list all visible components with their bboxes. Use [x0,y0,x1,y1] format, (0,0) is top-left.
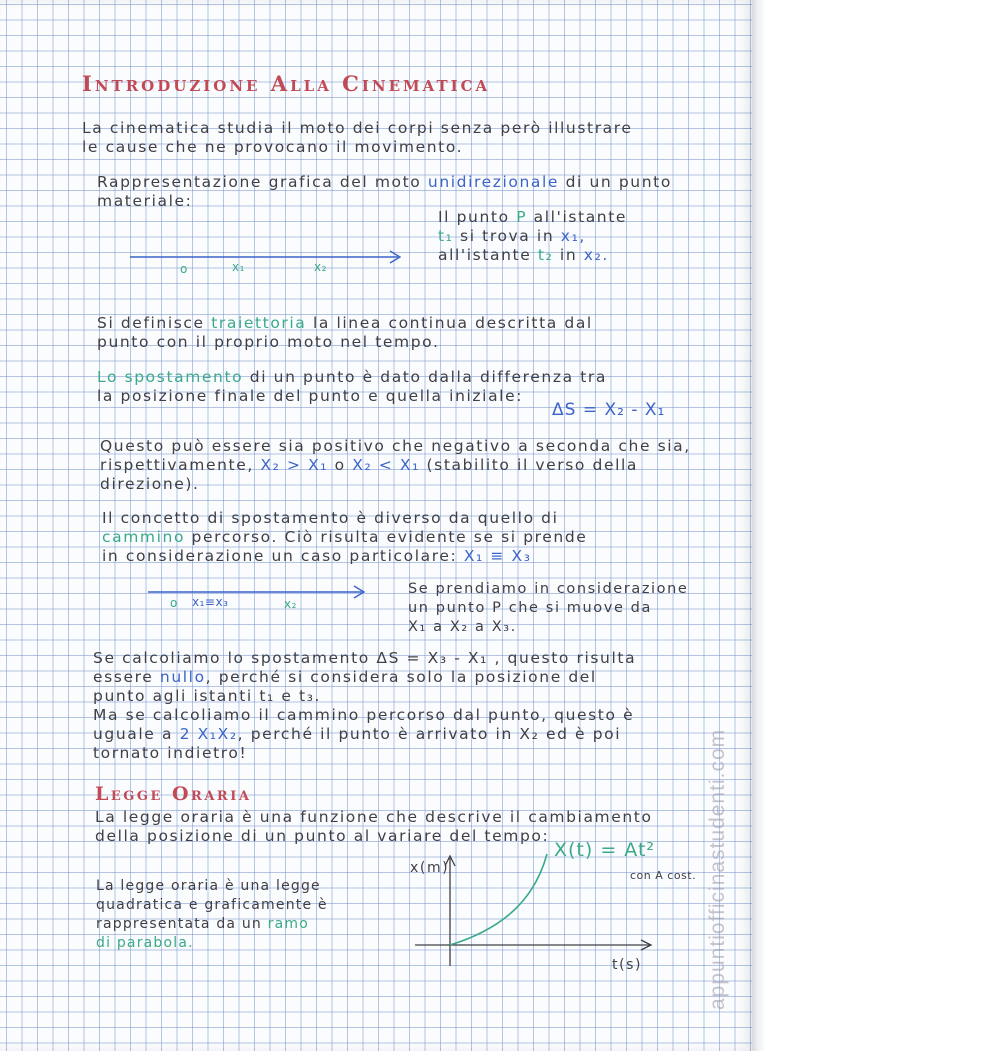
calc-line-2: essere nullo, perché si considera solo la posizione del [93,668,597,686]
diagram-2-label-origin: o [170,596,178,610]
legge2-line-3: rappresentata da un ramo [96,916,309,932]
legge2-line-2: quadratica e graficamente è [96,897,328,913]
note-1-line-1: Il punto P all'istante [438,208,628,226]
highlight-unidirezionale: unidirezionale [427,173,560,191]
cammino-line-1: Il concetto di spostamento è diverso da quello di [102,509,559,527]
legge2-line-1: La legge oraria è una legge [96,878,321,894]
section-legge-oraria: Legge Oraria [95,783,252,805]
diagram-1-label-x1: x₁ [232,260,245,274]
calc-line-5: uguale a 2 X₁X₂, perché il punto è arrivato in X₂ ed è poi [93,725,622,743]
diagram-1-label-x2: x₂ [314,260,327,274]
formula-delta-s: ΔS = X₂ - X₁ [552,400,666,420]
diagram-2-label-x1x3: x₁≡x₃ [192,595,229,609]
diagram-1-label-origin: o [180,262,188,276]
calc-line-3: punto agli istanti t₁ e t₃. [93,687,322,705]
intro-line-1: La cinematica studia il moto dei corpi senza però illustrare [82,119,633,137]
highlight-nullo: nullo [159,668,206,686]
legge-line-1: La legge oraria è una funzione che descrive il cambiamento [95,808,653,826]
cammino-line-2: cammino percorso. Ciò risulta evidente se si prende [102,528,588,546]
legge2-line-4: di parabola. [96,935,194,951]
graph-parabola-curve [450,854,547,945]
note-2-line-2: un punto P che si muove da [408,600,652,616]
calc-line-6: tornato indietro! [93,744,248,762]
calc-line-4: Ma se calcoliamo il cammino percorso dal punto, questo è [93,706,635,724]
sign-line-3: direzione). [100,475,200,493]
graph-note: con A cost. [630,869,697,882]
diagram-1-axis [130,245,410,275]
page-edge [752,0,766,1051]
legge-line-2: della posizione di un punto al variare del tempo: [95,827,550,845]
graph-y-label: x(m) [410,860,450,876]
calc-line-1: Se calcoliamo lo spostamento ΔS = X₃ - X₁ , questo risulta [93,649,637,667]
spost-line-2: la posizione finale del punto e quella iniziale: [97,387,524,405]
diagram-2-label-x2: x₂ [284,597,297,611]
sign-line-1: Questo può essere sia positivo che negativo a seconda che sia, [100,437,691,455]
spost-line-1: Lo spostamento di un punto è dato dalla differenza tra [97,368,607,386]
traj-line-2: punto con il proprio moto nel tempo. [97,333,440,351]
highlight-cammino: cammino [102,528,186,546]
note-1-line-3: all'istante t₂ in x₂. [438,246,609,264]
sign-line-2: rispettivamente, X₂ > X₁ o X₂ < X₁ (stabilito il verso della [100,456,639,474]
watermark: appuntiofficinastudenti.com [706,728,729,1010]
highlight-spostamento: Lo spostamento [97,368,244,386]
note-2-line-3: X₁ a X₂ a X₃. [408,619,517,635]
rep-line-1: Rappresentazione grafica del moto unidirezionale di un punto [97,173,672,191]
traj-line-1: Si definisce traiettoria la linea continua descritta dal [97,314,593,332]
note-2-line-1: Se prendiamo in considerazione [408,581,689,597]
note-1-line-2: t₁ si trova in x₁, [438,227,586,245]
graph-x-label: t(s) [612,957,643,973]
graph-formula: X(t) = At² [554,839,656,861]
rep-line-2: materiale: [97,192,193,210]
page-title: Introduzione Alla Cinematica [82,71,491,96]
highlight-traiettoria: traiettoria [211,314,307,332]
intro-line-2: le cause che ne provocano il movimento. [82,138,464,156]
highlight-ramo: ramo [267,916,309,932]
cammino-line-3: in considerazione un caso particolare: X₁ ≡ X₃ [102,547,532,565]
diagram-2-axis [148,582,378,606]
